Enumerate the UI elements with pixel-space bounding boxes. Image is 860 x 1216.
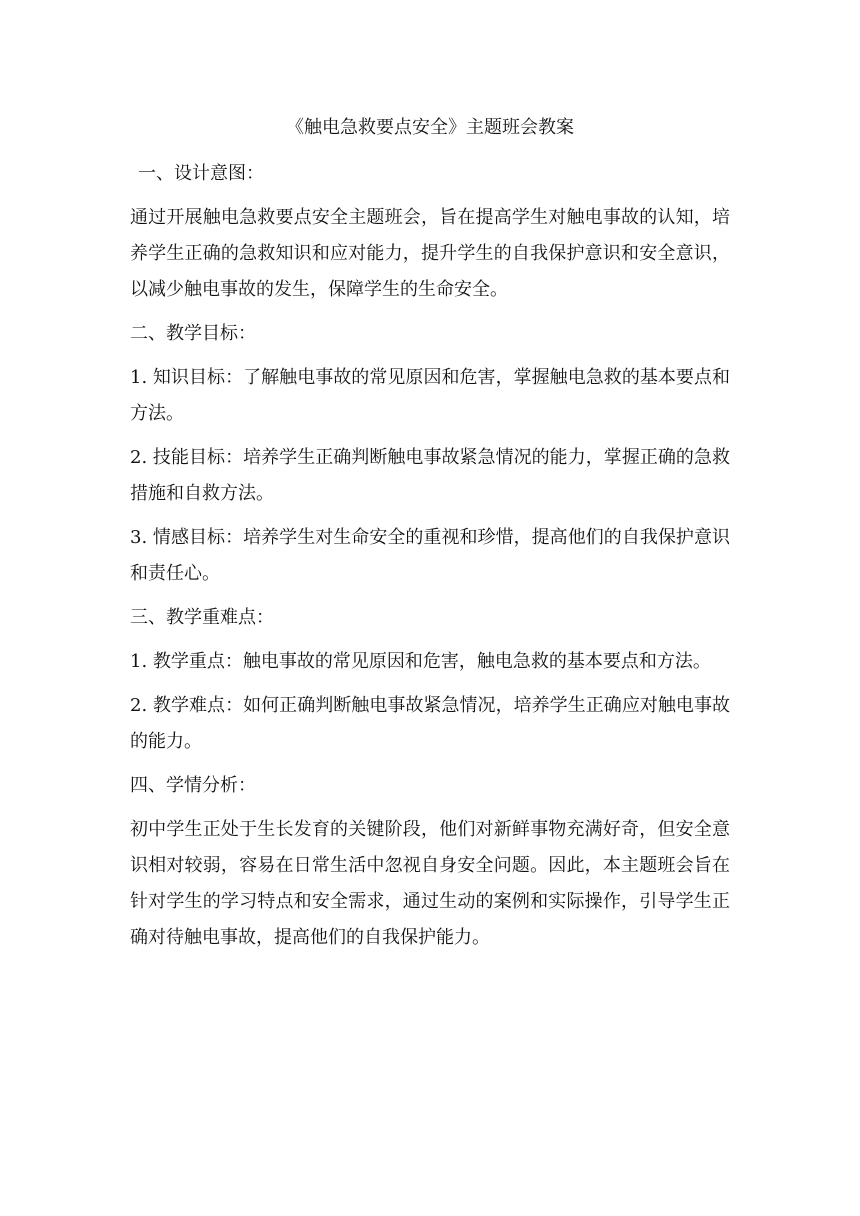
paragraph-goal-knowledge: 1. 知识目标：了解触电事故的常见原因和危害，掌握触电急救的基本要点和方法。 <box>130 367 730 424</box>
paragraph-key-point: 1. 教学重点：触电事故的常见原因和危害，触电急救的基本要点和方法。 <box>130 651 711 672</box>
section-heading-key-points: 三、教学重难点： <box>130 607 274 628</box>
document-title: 《触电急救要点安全》主题班会教案 <box>286 117 574 138</box>
section-heading-design-intent: 一、设计意图： <box>138 163 264 184</box>
paragraph-goal-emotion: 3. 情感目标：培养学生对生命安全的重视和珍惜，提高他们的自我保护意识和责任心。 <box>130 527 730 584</box>
paragraph-student-analysis: 初中学生正处于生长发育的关键阶段，他们对新鲜事物充满好奇，但安全意识相对较弱，容易在日常生活中忽视自身安全问题。因此，本主题班会旨在针对学生的学习特点和安全需求，通过生动的案例和实际操作，引导学生正确对待触电事故，提高他们的自我保护能力。 <box>130 819 730 948</box>
paragraph-goal-skills: 2. 技能目标：培养学生正确判断触电事故紧急情况的能力，掌握正确的急救措施和自救方法。 <box>130 447 730 504</box>
section-heading-teaching-goals: 二、教学目标： <box>130 323 256 344</box>
section-heading-student-analysis: 四、学情分析： <box>130 775 256 796</box>
document-body <box>130 156 730 964</box>
paragraph-design-intent: 通过开展触电急救要点安全主题班会，旨在提高学生对触电事故的认知，培养学生正确的急救知识和应对能力，提升学生的自我保护意识和安全意识，以减少触电事故的发生，保障学生的生命安全。 <box>130 207 730 300</box>
paragraph-difficult-point: 2. 教学难点：如何正确判断触电事故紧急情况，培养学生正确应对触电事故的能力。 <box>130 695 730 752</box>
